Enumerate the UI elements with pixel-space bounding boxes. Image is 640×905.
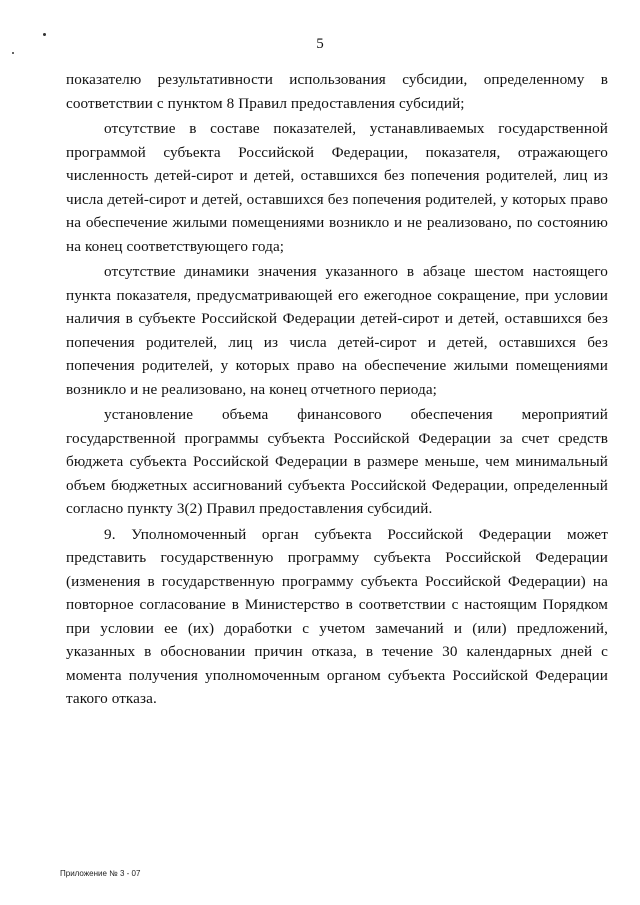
document-body [66,68,608,711]
paragraph: отсутствие в составе показателей, устанавливаемых государственной программой субъекта Российской Федерации, показателя, отражающего численность детей-сирот и детей, оставшихся без попечения родителей, лиц из числа детей-сирот и детей, оставшихся без попечения родителей, у которых право на обеспечение жилыми помещениями возникло и не реализовано, по состоянию на конец соответствующего года; [66,120,608,255]
paragraph: отсутствие динамики значения указанного в абзаце шестом настоящего пункта показателя, предусматривающей его ежегодное сокращение, при условии наличия в субъекте Российской Федерации детей-сирот и детей, оставшихся без попечения родителей, лиц из числа детей-сирот и детей, оставшихся без попечения родителей, у которых право на обеспечение жилыми помещениями возникло и не реализовано, на конец отчетного периода; [66,263,608,398]
page-number: 5 [316,36,324,52]
footer-note: Приложение № 3 - 07 [60,869,141,878]
paragraph: показателю результативности использования субсидии, определенному в соответствии с пунктом 8 Правил предоставления субсидий; [66,71,608,112]
paragraph: 9. Уполномоченный орган субъекта Российской Федерации может представить государственную программу субъекта Российской Федерации (изменения в государственную программу субъекта Российской Федерации) на повторное согласование в Министерство в соответствии с настоящим Порядком при условии ее (их) доработки с учетом замечаний и (или) предложений, указанных в обосновании причин отказа, в течение 30 календарных дней с момента получения уполномоченным органом субъекта Российской Федерации такого отказа. [66,525,608,707]
paragraph: установление объема финансового обеспечения мероприятий государственной программы субъекта Российской Федерации за счет средств бюджета субъекта Российской Федерации в размере меньше, чем минимальный объем бюджетных ассигнований субъекта Российской Федерации, определенный согласно пункту 3(2) Правил предоставления субсидий. [66,406,608,517]
